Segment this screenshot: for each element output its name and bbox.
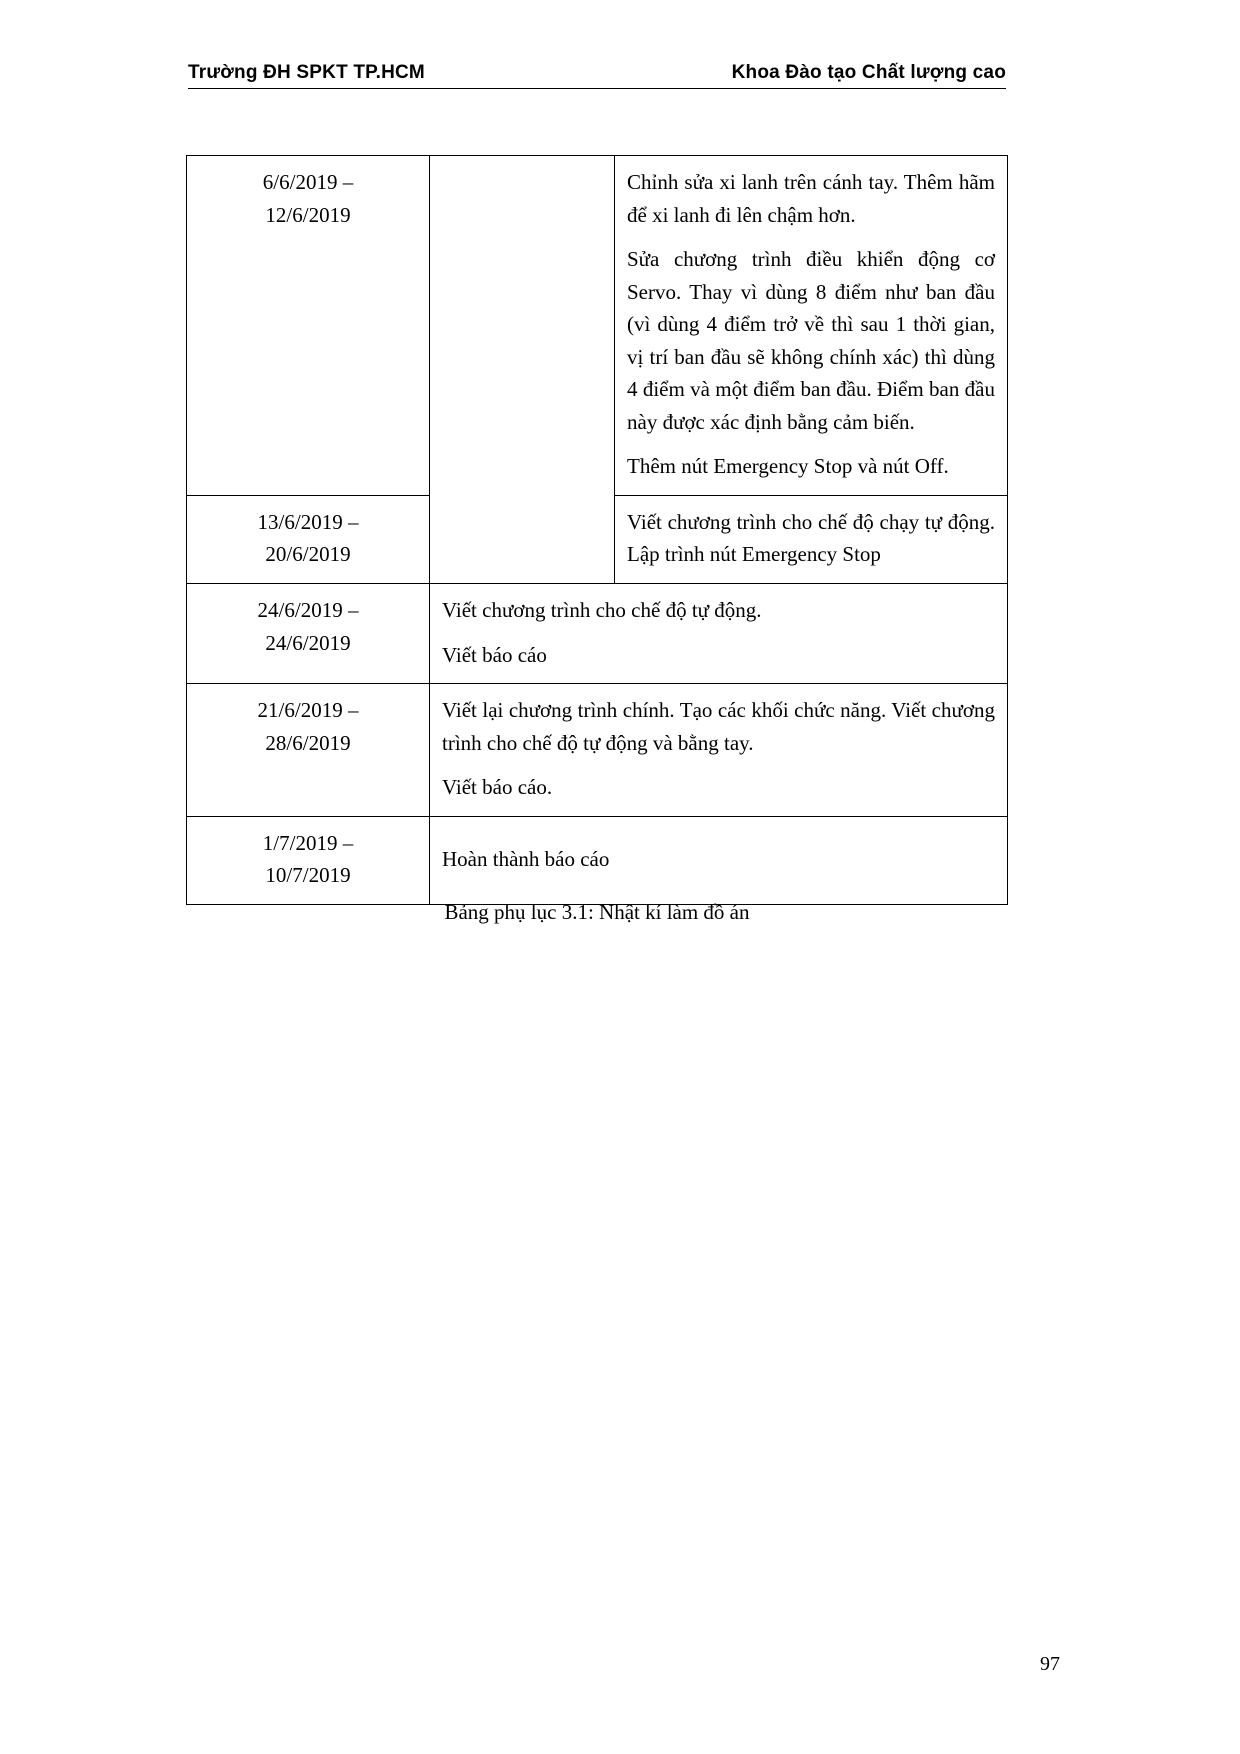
description-paragraph: Viết báo cáo. xyxy=(442,775,553,800)
work-log-table xyxy=(186,155,1008,905)
page-header xyxy=(188,62,1006,84)
table-row xyxy=(187,156,1008,496)
table-cell-description xyxy=(430,584,1008,684)
description-paragraph: Chỉnh sửa xi lanh trên cánh tay. Thêm hãm để xi lanh đi lên chậm hơn. xyxy=(627,170,995,227)
date-line-end: 10/7/2019 xyxy=(265,863,351,888)
date-line-start: 6/6/2019 – xyxy=(262,170,354,194)
description-paragraph: Hoàn thành báo cáo xyxy=(442,847,610,872)
description-paragraph: Viết lại chương trình chính. Tạo các khối chức năng. Viết chương trình cho chế độ tự động và bằng tay. xyxy=(442,698,995,755)
date-line-start: 13/6/2019 – xyxy=(257,509,359,534)
table-caption: Bảng phụ lục 3.1: Nhật kí làm đồ án xyxy=(444,900,750,924)
date-line-start: 1/7/2019 – xyxy=(262,830,354,855)
table-row xyxy=(187,684,1008,817)
table-cell-spacer xyxy=(430,156,615,584)
header-divider xyxy=(188,88,1006,89)
date-line-start: 21/6/2019 – xyxy=(257,698,359,723)
table-row xyxy=(187,584,1008,684)
description-paragraph: Thêm nút Emergency Stop và nút Off. xyxy=(627,454,949,479)
table-cell-date xyxy=(187,156,430,496)
header-right-text: Khoa Đào tạo Chất lượng cao xyxy=(731,62,1006,83)
work-log-table-container xyxy=(186,155,1008,905)
date-line-end: 28/6/2019 xyxy=(265,730,351,755)
table-cell-description xyxy=(430,684,1008,817)
table-cell-date xyxy=(187,684,430,817)
table-cell-date xyxy=(187,816,430,904)
table-cell-description xyxy=(615,156,1008,496)
table-row xyxy=(187,816,1008,904)
table-cell-date xyxy=(187,495,430,583)
description-paragraph: Sửa chương trình điều khiển động cơ Servo. Thay vì dùng 8 điểm như ban đầu (vì dùng 4 điểm trở về thì sau 1 thời gian, vị trí ban đầu sẽ không chính xác) thì dùng 4 điểm và một điểm ban đầu. Điểm ban đầu này được xác định bằng cảm biến. xyxy=(627,247,995,434)
header-left-text: Trường ĐH SPKT TP.HCM xyxy=(188,62,425,83)
page-number: 97 xyxy=(1040,1653,1060,1675)
table-cell-description xyxy=(615,495,1008,583)
table-cell-description xyxy=(430,816,1008,904)
description-paragraph: Viết báo cáo xyxy=(442,642,547,667)
description-paragraph: Viết chương trình cho chế độ tự động. xyxy=(442,598,762,623)
date-line-start: 24/6/2019 – xyxy=(257,598,359,623)
description-paragraph: Viết chương trình cho chế độ chạy tự động. Lập trình nút Emergency Stop xyxy=(627,509,995,567)
date-line-end: 12/6/2019 xyxy=(265,202,351,227)
date-line-end: 20/6/2019 xyxy=(265,542,351,567)
table-cell-date xyxy=(187,584,430,684)
date-line-end: 24/6/2019 xyxy=(265,630,351,655)
